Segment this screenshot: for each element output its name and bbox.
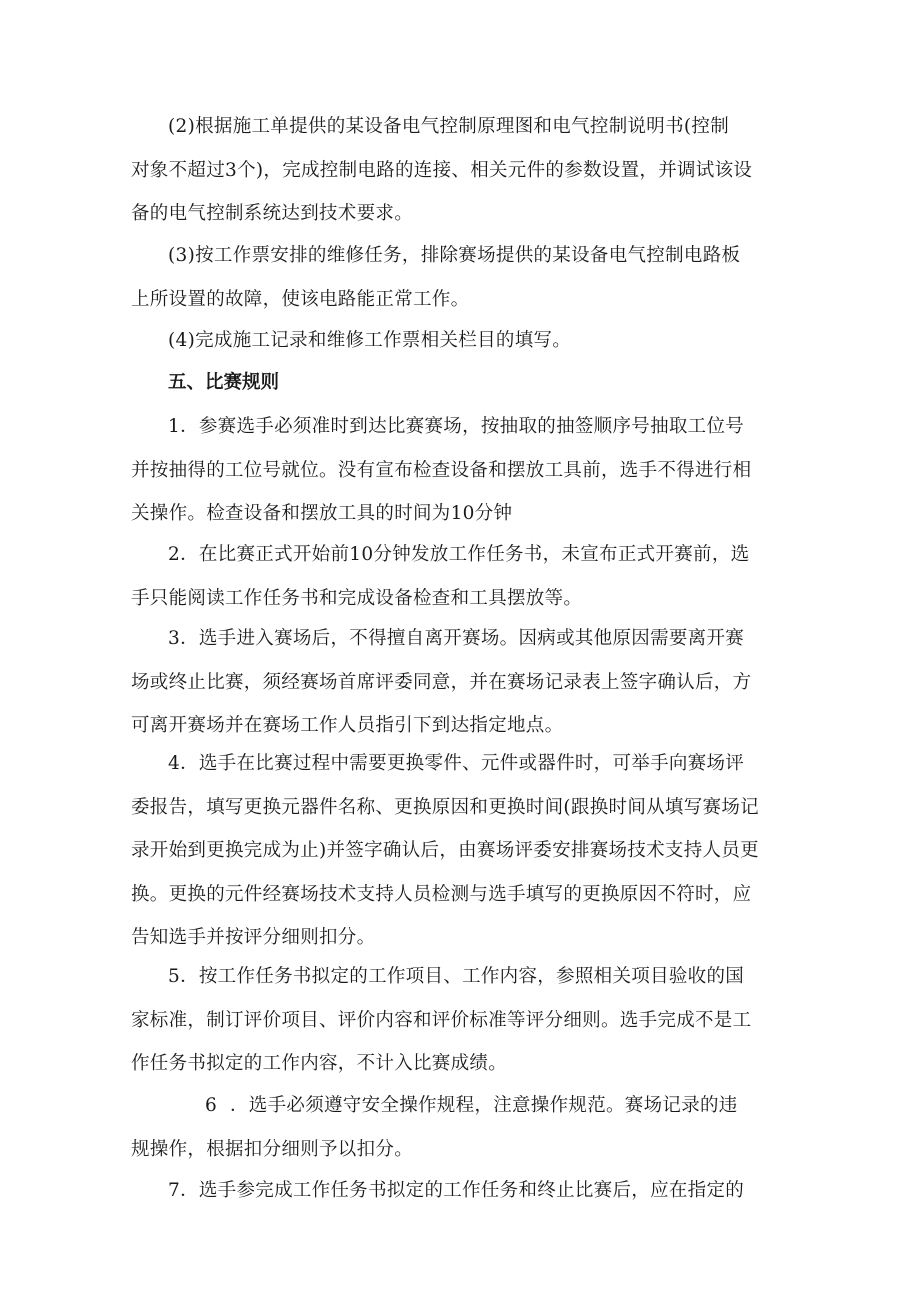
rule-number: 6 (205, 1095, 218, 1116)
text-line: (3)按工作票安排的维修任务，排除赛场提供的某设备电气控制电路板 (168, 245, 741, 266)
text-line: 5．按工作任务书拟定的工作项目、工作内容，参照相关项目验收的国 (168, 966, 745, 987)
text-line: 手只能阅读工作任务书和完成设备检查和工具摆放等。 (131, 587, 583, 609)
paragraph-item-2 (131, 105, 796, 236)
rule-7 (131, 1169, 796, 1213)
text-line: (2)根据施工单提供的某设备电气控制原理图和电气控制说明书(控制 (168, 116, 730, 137)
text-line: 并按抽得的工位号就位。没有宣布检查设备和摆放工具前，选手不得进行相 (131, 459, 752, 481)
text-line (131, 1084, 796, 1128)
text-line: (4)完成施工记录和维修工作票相关栏目的填写。 (168, 330, 572, 351)
section-heading: 五、比赛规则 (168, 372, 280, 393)
text-line: 规操作，根据扣分细则予以扣分。 (131, 1138, 414, 1160)
text-line: 场或终止比赛，须经赛场首席评委同意，并在赛场记录表上签字确认后，方 (131, 671, 752, 693)
rule-1 (131, 405, 796, 536)
rule-6 (131, 1084, 796, 1171)
text-line: 录开始到更换完成为止)并签字确认后，由赛场评委安排赛场技术支持人员更 (131, 840, 759, 861)
text-line: 委报告，填写更换元器件名称、更换原因和更换时间(跟换时间从填写赛场记 (131, 796, 759, 818)
rule-4 (131, 742, 796, 960)
text-line: 3．选手进入赛场后，不得擅自离开赛场。因病或其他原因需要离开赛 (168, 628, 745, 649)
text-line: 对象不超过3个)，完成控制电路的连接、相关元件的参数设置，并调试该设 (131, 159, 753, 181)
text-line: 换。更换的元件经赛场技术支持人员检测与选手填写的更换原因不符时，应 (131, 883, 752, 905)
text-line: 家标准，制订评价项目、评价内容和评价标准等评分细则。选手完成不是工 (131, 1009, 752, 1031)
text-line: 4．选手在比赛过程中需要更换零件、元件或器件时，可举手向赛场评 (168, 753, 745, 774)
text-line: 关操作。检查设备和摆放工具的时间为10分钟 (131, 503, 513, 524)
rule-3 (131, 617, 796, 748)
paragraph-item-3 (131, 234, 796, 321)
rule-2 (131, 533, 796, 620)
text-line: 可离开赛场并在赛场工作人员指引下到达指定地点。 (131, 715, 564, 736)
text-line: 告知选手并按评分细则扣分。 (131, 927, 376, 948)
text-line: 1．参赛选手必须准时到达比赛赛场，按抽取的抽签顺序号抽取工位号 (168, 416, 745, 437)
text-line: 作任务书拟定的工作内容，不计入比赛成绩。 (131, 1053, 508, 1074)
text-line: 备的电气控制系统达到技术要求。 (131, 203, 414, 224)
rule-5 (131, 955, 796, 1086)
text-fragment: ．选手必须遵守安全操作规程，注意操作规范。赛场记录的违 (230, 1095, 738, 1116)
text-line: 上所设置的故障，使该电路能正常工作。 (131, 288, 470, 310)
text-line: 7．选手参完成工作任务书拟定的工作任务和终止比赛后，应在指定的 (168, 1180, 745, 1201)
paragraph-item-4 (131, 319, 796, 363)
text-line: 2．在比赛正式开始前10分钟发放工作任务书，未宣布正式开赛前，选 (168, 544, 750, 565)
